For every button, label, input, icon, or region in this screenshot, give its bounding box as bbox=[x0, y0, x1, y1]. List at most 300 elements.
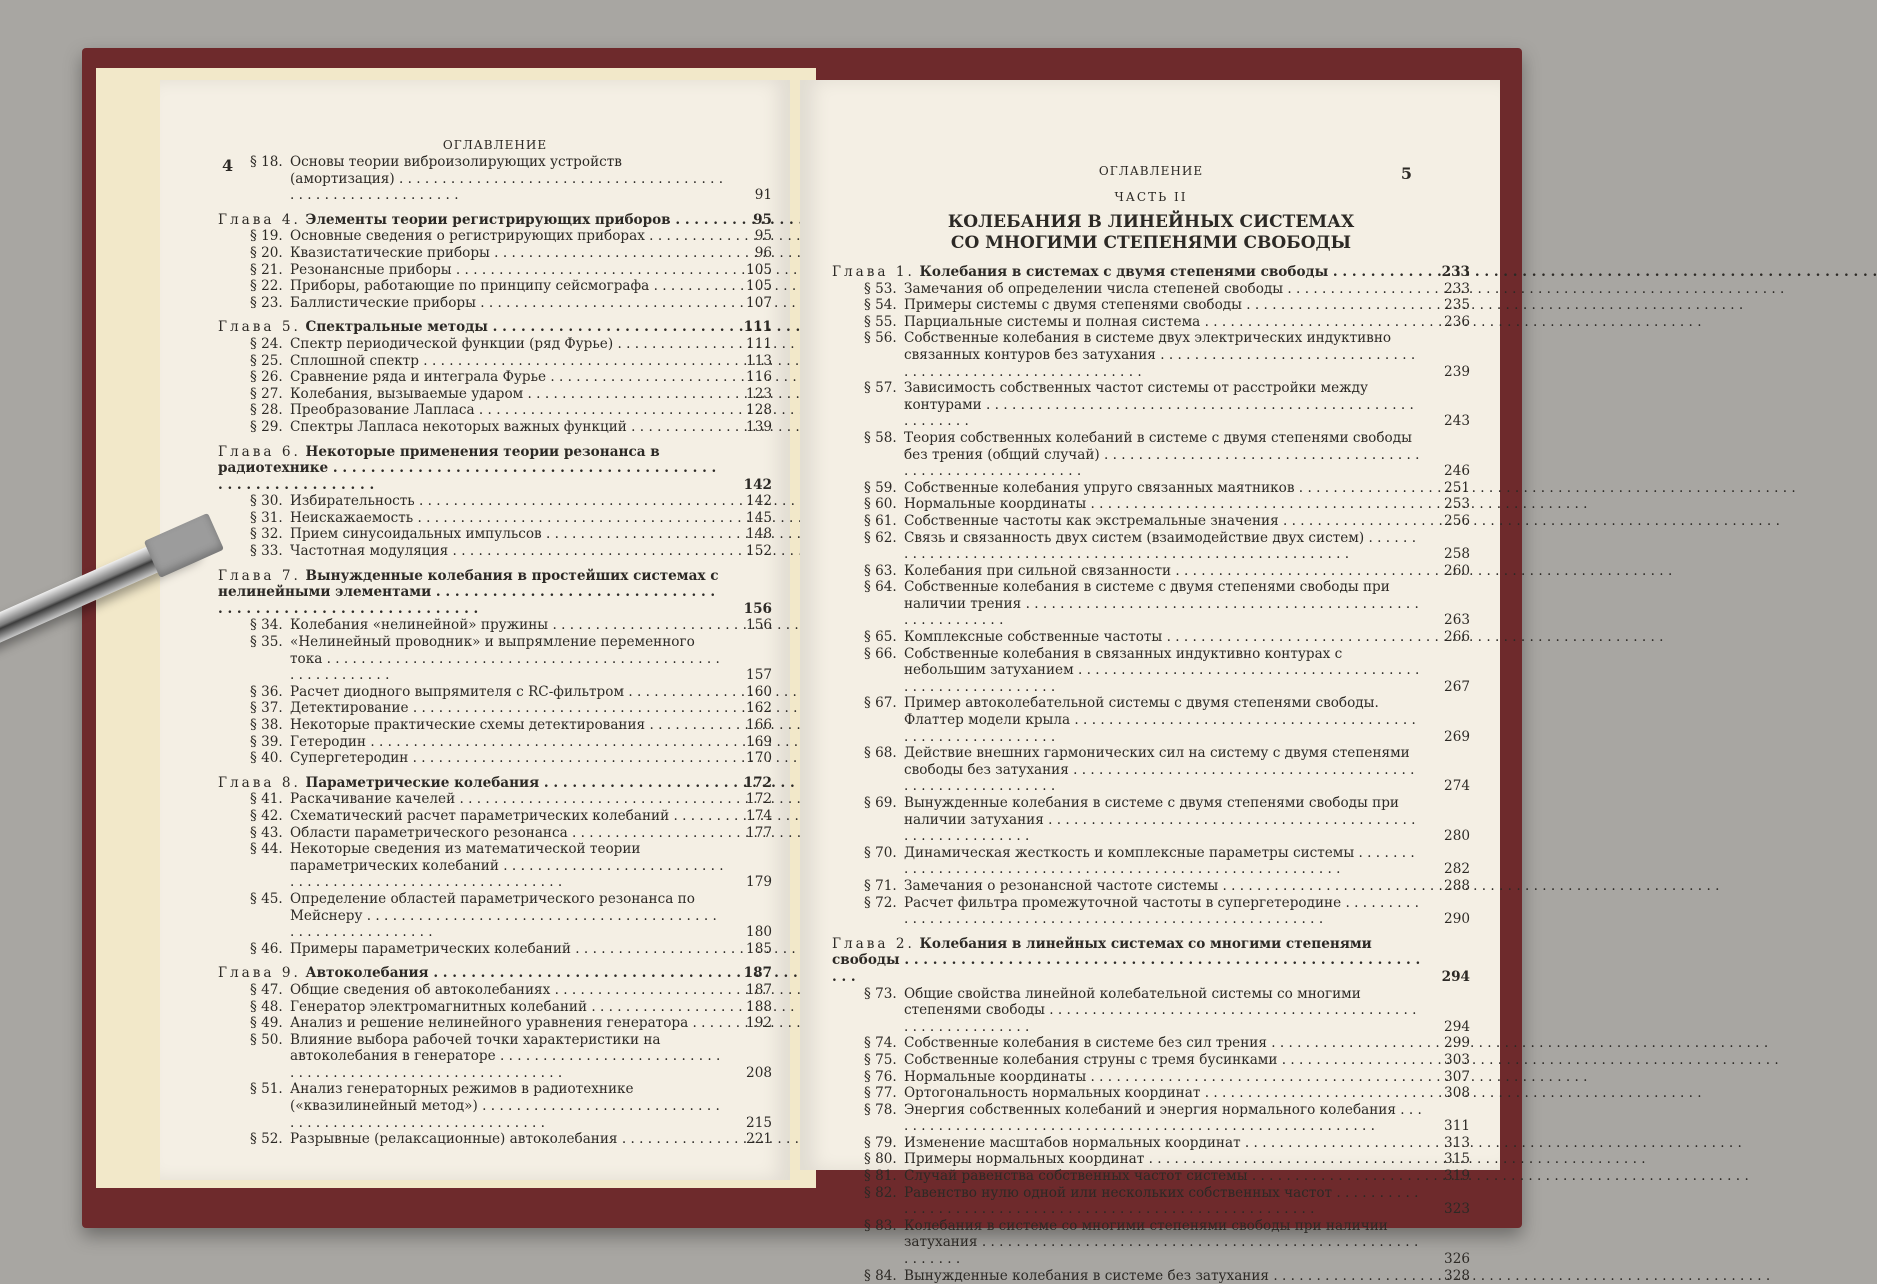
page-ref: 128 bbox=[746, 402, 772, 419]
section-entry[interactable] bbox=[832, 563, 1470, 580]
page-ref: 179 bbox=[746, 874, 772, 891]
section-number: § 53. bbox=[864, 280, 897, 297]
section-number: § 60. bbox=[864, 496, 897, 513]
running-head: ОГЛАВЛЕНИЕ bbox=[442, 138, 548, 152]
section-number: § 64. bbox=[864, 579, 897, 596]
section-number: § 61. bbox=[864, 512, 897, 529]
page-ref: 294 bbox=[1444, 1018, 1470, 1035]
section-entry[interactable] bbox=[832, 480, 1470, 497]
entry-title: «Нелинейный проводник» и выпрямление переменного тока . . . bbox=[290, 634, 720, 683]
section-number: § 63. bbox=[864, 562, 897, 579]
section-number: § 84. bbox=[864, 1267, 897, 1284]
entry-title: Влияние выбора рабочей точки характеристики на автоколебания в генераторе . . . bbox=[290, 1032, 720, 1081]
section-number: § 38. bbox=[250, 717, 283, 733]
chapter-number: Глава 4. bbox=[218, 211, 301, 228]
section-number: § 34. bbox=[250, 617, 283, 634]
section-entry[interactable] bbox=[832, 1052, 1470, 1069]
section-number: § 39. bbox=[250, 733, 283, 750]
section-entry[interactable] bbox=[218, 634, 772, 684]
entry-title: Колебания, вызываемые ударом . . . bbox=[290, 386, 1024, 402]
page-ref: 239 bbox=[1444, 363, 1470, 380]
part-title-line: СО МНОГИМИ СТЕПЕНЯМИ СВОБОДЫ bbox=[950, 233, 1352, 253]
section-entry[interactable] bbox=[218, 891, 772, 941]
page-ref: 116 bbox=[746, 369, 772, 386]
section-entry[interactable] bbox=[832, 845, 1470, 878]
left-page bbox=[160, 80, 790, 1180]
section-entry[interactable] bbox=[218, 336, 772, 353]
section-entry[interactable] bbox=[832, 496, 1470, 513]
entry-title: Приборы, работающие по принципу сейсмографа . . . bbox=[290, 278, 1151, 294]
section-number: § 56. bbox=[864, 330, 897, 347]
section-entry[interactable] bbox=[832, 695, 1470, 745]
section-number: § 47. bbox=[250, 981, 283, 998]
entry-title: Колебания «нелинейной» пружины . . . bbox=[290, 617, 1049, 633]
section-entry[interactable] bbox=[832, 1268, 1470, 1284]
page-ref: 162 bbox=[746, 700, 772, 717]
page-ref: 251 bbox=[1444, 479, 1470, 496]
section-entry[interactable] bbox=[832, 646, 1470, 696]
page-ref: 187 bbox=[746, 981, 772, 998]
page-ref: 323 bbox=[1444, 1201, 1470, 1218]
entry-title: Избирательность . . . bbox=[290, 493, 916, 509]
entry-title: Пример автоколебательной системы с двумя степенями свободы. Флаттер модели крыла . . . bbox=[904, 695, 1416, 744]
page-ref: 269 bbox=[1444, 728, 1470, 745]
right-page bbox=[800, 80, 1500, 1284]
section-entry[interactable] bbox=[218, 386, 772, 403]
page-ref: 192 bbox=[746, 1015, 772, 1032]
entry-title: Равенство нулю одной или нескольких собственных частот . . . bbox=[904, 1185, 1418, 1218]
section-entry[interactable] bbox=[218, 402, 772, 419]
section-number: § 72. bbox=[864, 894, 897, 911]
section-number: § 66. bbox=[864, 645, 897, 662]
page-number: 5 bbox=[1400, 164, 1412, 183]
section-number: § 76. bbox=[864, 1068, 897, 1085]
section-number: § 79. bbox=[864, 1134, 897, 1151]
page-ref: 307 bbox=[1444, 1068, 1470, 1085]
section-number: § 43. bbox=[250, 824, 283, 841]
entry-title: Общие сведения об автоколебаниях . . . bbox=[290, 982, 1052, 998]
section-entry[interactable] bbox=[832, 1168, 1470, 1185]
part-title bbox=[832, 212, 1470, 254]
page-ref: 107 bbox=[746, 294, 772, 311]
section-number: § 48. bbox=[250, 998, 283, 1015]
page-ref: 258 bbox=[1444, 546, 1470, 563]
section-entry[interactable] bbox=[832, 878, 1470, 895]
entry-title: Парциальные системы и полная система . . . bbox=[904, 314, 1702, 330]
page-ref: 139 bbox=[746, 418, 772, 435]
section-entry[interactable] bbox=[832, 314, 1470, 331]
entry-title: Колебания в системе со многими степенями свободы при наличии затухания . . . bbox=[904, 1218, 1418, 1267]
section-number: § 69. bbox=[864, 795, 897, 811]
section-number: § 46. bbox=[250, 940, 283, 957]
section-number: § 37. bbox=[250, 700, 283, 717]
section-number: § 20. bbox=[250, 244, 283, 261]
section-number: § 68. bbox=[864, 745, 897, 762]
entry-title: Колебания в линейных системах со многими степенями свободы . . . bbox=[832, 936, 1420, 985]
section-entry[interactable] bbox=[218, 526, 772, 543]
chapter-number: Глава 1. bbox=[832, 264, 915, 280]
page-ref: 274 bbox=[1444, 778, 1470, 795]
section-entry[interactable] bbox=[832, 297, 1470, 314]
page-ref: 303 bbox=[1444, 1051, 1470, 1068]
section-number: § 52. bbox=[250, 1131, 283, 1148]
section-entry[interactable] bbox=[832, 1069, 1470, 1086]
section-entry[interactable] bbox=[218, 419, 772, 436]
section-entry[interactable] bbox=[832, 1102, 1470, 1135]
entry-title: Нормальные координаты . . . bbox=[904, 496, 1587, 512]
entry-title: Анализ и решение нелинейного уравнения генератора . . . bbox=[290, 1015, 1189, 1031]
section-number: § 21. bbox=[250, 261, 283, 278]
section-number: § 74. bbox=[864, 1035, 897, 1052]
section-entry[interactable] bbox=[218, 684, 772, 701]
section-entry[interactable] bbox=[218, 941, 772, 958]
section-number: § 75. bbox=[864, 1051, 897, 1068]
page-ref: 169 bbox=[746, 733, 772, 750]
entry-title: Вынужденные колебания в системе без затухания . . . bbox=[904, 1268, 1770, 1284]
section-number: § 33. bbox=[250, 543, 283, 560]
page-ref: 315 bbox=[1444, 1151, 1470, 1168]
section-entry[interactable] bbox=[832, 330, 1470, 380]
entry-title: Примеры нормальных координат . . . bbox=[904, 1151, 1646, 1167]
page-ref: 299 bbox=[1444, 1035, 1470, 1052]
page-ref: 326 bbox=[1444, 1251, 1470, 1268]
section-entry[interactable] bbox=[218, 245, 772, 262]
section-entry[interactable] bbox=[218, 982, 772, 999]
page-ref: 95 bbox=[753, 211, 772, 228]
section-entry[interactable] bbox=[218, 295, 772, 312]
section-entry[interactable] bbox=[218, 825, 772, 842]
section-number: § 32. bbox=[250, 526, 283, 543]
entry-title: Гетеродин . . . bbox=[290, 734, 867, 750]
section-number: § 30. bbox=[250, 493, 283, 510]
chapter-number: Глава 2. bbox=[832, 935, 915, 952]
section-number: § 35. bbox=[250, 634, 283, 651]
page-ref: 111 bbox=[743, 319, 772, 336]
page-ref: 280 bbox=[1444, 828, 1470, 845]
chapter-number: Глава 6. bbox=[218, 443, 301, 460]
entry-title: Динамическая жесткость и комплексные параметры системы . . . bbox=[904, 845, 1415, 878]
table-of-contents bbox=[832, 264, 1470, 1284]
page-ref: 145 bbox=[746, 509, 772, 526]
entry-title: Баллистические приборы . . . bbox=[290, 295, 977, 311]
entry-title: Резонансные приборы . . . bbox=[290, 262, 953, 278]
section-entry[interactable] bbox=[218, 369, 772, 386]
entry-title: Некоторые практические схемы детектирования . . . bbox=[290, 717, 1146, 733]
page-ref: 166 bbox=[746, 717, 772, 733]
section-number: § 25. bbox=[250, 352, 283, 369]
page-ref: 235 bbox=[1444, 297, 1470, 314]
page-ref: 172 bbox=[746, 791, 772, 808]
section-entry[interactable] bbox=[832, 1151, 1470, 1168]
page-ref: 233 bbox=[1444, 280, 1470, 297]
page-ref: 160 bbox=[746, 683, 772, 700]
section-number: § 29. bbox=[250, 418, 283, 435]
entry-title: Расчет диодного выпрямителя с RC-фильтром . . . bbox=[290, 684, 1125, 700]
section-number: § 27. bbox=[250, 385, 283, 402]
section-number: § 49. bbox=[250, 1015, 283, 1032]
section-number: § 28. bbox=[250, 402, 283, 419]
page-ref: 188 bbox=[746, 998, 772, 1015]
page-ref: 142 bbox=[743, 476, 772, 493]
entry-title: Прием синусоидальных импульсов . . . bbox=[290, 526, 1043, 542]
page-ref: 311 bbox=[1444, 1118, 1470, 1135]
section-entry[interactable] bbox=[832, 986, 1470, 1036]
entry-title: Спектры Лапласа некоторых важных функций . . . bbox=[290, 419, 1128, 435]
page-ref: 96 bbox=[754, 244, 772, 261]
page-ref: 266 bbox=[1444, 629, 1470, 646]
chapter-number: Глава 7. bbox=[218, 567, 301, 584]
section-entry[interactable] bbox=[218, 154, 772, 204]
table-of-contents bbox=[218, 154, 772, 1148]
page-ref: 290 bbox=[1444, 911, 1470, 928]
chapter-entry[interactable] bbox=[832, 264, 1470, 281]
chapter-number: Глава 8. bbox=[218, 774, 301, 791]
section-entry[interactable] bbox=[832, 795, 1470, 845]
page-ref: 256 bbox=[1444, 512, 1470, 529]
page-ref: 253 bbox=[1444, 496, 1470, 513]
entry-title: Собственные частоты как экстремальные значения . . . bbox=[904, 513, 1780, 529]
page-ref: 233 bbox=[1441, 264, 1470, 280]
section-entry[interactable] bbox=[218, 1032, 772, 1082]
page-ref: 263 bbox=[1444, 612, 1470, 629]
section-number: § 42. bbox=[250, 807, 283, 824]
chapter-entry[interactable] bbox=[218, 568, 772, 618]
section-entry[interactable] bbox=[218, 1015, 772, 1032]
entry-title: Связь и связанность двух систем (взаимодействие двух систем) . . . bbox=[904, 530, 1416, 563]
entry-title: Элементы теории регистрирующих приборов . . . bbox=[306, 212, 1220, 228]
section-entry[interactable] bbox=[218, 1131, 772, 1148]
section-number: § 58. bbox=[864, 429, 897, 446]
section-entry[interactable] bbox=[218, 543, 772, 560]
section-number: § 81. bbox=[864, 1168, 897, 1185]
section-entry[interactable] bbox=[832, 1035, 1470, 1052]
entry-title: Сплошной спектр . . . bbox=[290, 353, 920, 369]
page-ref: 111 bbox=[746, 335, 772, 352]
entry-title: Собственные колебания в системе с двумя степенями свободы при наличии трения . . . bbox=[904, 579, 1419, 628]
section-number: § 67. bbox=[864, 695, 897, 712]
section-entry[interactable] bbox=[218, 791, 772, 808]
page-ref: 157 bbox=[746, 667, 772, 684]
page-ref: 156 bbox=[743, 600, 772, 617]
entry-title: Расчет фильтра промежуточной частоты в супергетеродине . . . bbox=[904, 895, 1419, 928]
page-ref: 319 bbox=[1444, 1168, 1470, 1185]
section-entry[interactable] bbox=[832, 513, 1470, 530]
part-label: ЧАСТЬ II bbox=[1114, 190, 1188, 204]
page-ref: 260 bbox=[1444, 562, 1470, 579]
chapter-number: Глава 5. bbox=[218, 319, 301, 336]
entry-title: Некоторые применения теории резонанса в радиотехнике . . . bbox=[218, 444, 716, 493]
chapter-entry[interactable] bbox=[218, 965, 772, 982]
page-ref: 313 bbox=[1444, 1134, 1470, 1151]
page-ref: 288 bbox=[1444, 877, 1470, 894]
entry-title: Изменение масштабов нормальных координат . . . bbox=[904, 1135, 1742, 1151]
entry-title: Некоторые сведения из математической теории параметрических колебаний . . . bbox=[290, 841, 724, 890]
page-ref: 91 bbox=[754, 187, 772, 204]
entry-title: Сравнение ряда и интеграла Фурье . . . bbox=[290, 369, 1047, 385]
page-ref: 148 bbox=[746, 526, 772, 543]
entry-title: Квазистатические приборы . . . bbox=[290, 245, 991, 261]
entry-title: Супергетеродин . . . bbox=[290, 750, 910, 766]
page-ref: 123 bbox=[746, 385, 772, 402]
chapter-entry[interactable] bbox=[218, 775, 772, 792]
section-number: § 36. bbox=[250, 683, 283, 700]
section-number: § 54. bbox=[864, 297, 897, 314]
section-entry[interactable] bbox=[218, 510, 772, 527]
page-ref: 282 bbox=[1444, 861, 1470, 878]
section-entry[interactable] bbox=[832, 530, 1470, 563]
entry-title: Вынужденные колебания в системе с двумя степенями свободы при наличии затухания . . . bbox=[904, 795, 1415, 844]
section-entry[interactable] bbox=[832, 895, 1470, 928]
section-entry[interactable] bbox=[832, 1218, 1470, 1268]
section-number: § 83. bbox=[864, 1217, 897, 1234]
entry-title: Замечания о резонансной частоте системы . . . bbox=[904, 878, 1719, 894]
entry-title: Собственные колебания упруго связанных маятников . . . bbox=[904, 480, 1796, 496]
section-number: § 71. bbox=[864, 877, 897, 894]
entry-title: Комплексные собственные частоты . . . bbox=[904, 629, 1664, 645]
section-entry[interactable] bbox=[832, 1135, 1470, 1152]
page-ref: 95 bbox=[754, 228, 772, 245]
section-entry[interactable] bbox=[218, 617, 772, 634]
entry-title: Схематический расчет параметрических колебаний . . . bbox=[290, 808, 1170, 824]
section-entry[interactable] bbox=[218, 717, 772, 734]
section-number: § 70. bbox=[864, 844, 897, 861]
section-entry[interactable] bbox=[218, 841, 772, 891]
entry-title: Анализ генераторных режимов в радиотехнике («квазилинейный метод») . . . bbox=[290, 1081, 720, 1130]
entry-title: Раскачивание качелей . . . bbox=[290, 791, 956, 807]
section-number: § 40. bbox=[250, 750, 283, 767]
entry-title: Разрывные (релаксационные) автоколебания . . . bbox=[290, 1131, 1119, 1147]
entry-title: Основные сведения о регистрирующих приборах . . . bbox=[290, 228, 1146, 244]
section-number: § 77. bbox=[864, 1085, 897, 1102]
page-ref: 221 bbox=[746, 1131, 772, 1148]
section-entry[interactable] bbox=[832, 1085, 1470, 1102]
entry-title: Замечания об определении числа степеней свободы . . . bbox=[904, 281, 1784, 297]
section-entry[interactable] bbox=[832, 281, 1470, 298]
page-ref: 152 bbox=[746, 543, 772, 560]
section-entry[interactable] bbox=[218, 278, 772, 295]
entry-title: Области параметрического резонанса . . . bbox=[290, 825, 1069, 841]
page-ref: 243 bbox=[1444, 413, 1470, 430]
section-number: § 22. bbox=[250, 278, 283, 295]
section-entry[interactable] bbox=[218, 999, 772, 1016]
part-title-line: КОЛЕБАНИЯ В ЛИНЕЙНЫХ СИСТЕМАХ bbox=[947, 212, 1355, 232]
section-number: § 50. bbox=[250, 1031, 283, 1048]
section-number: § 26. bbox=[250, 369, 283, 386]
entry-title: Энергия собственных колебаний и энергия нормального колебания . . . bbox=[904, 1102, 1422, 1135]
section-entry[interactable] bbox=[832, 1185, 1470, 1218]
section-number: § 44. bbox=[250, 841, 283, 858]
entry-title: Вынужденные колебания в простейших системах с нелинейными элементами . . . bbox=[218, 568, 719, 617]
chapter-entry[interactable] bbox=[832, 936, 1470, 986]
section-entry[interactable] bbox=[832, 380, 1470, 430]
chapter-number: Глава 9. bbox=[218, 965, 301, 982]
section-entry[interactable] bbox=[218, 734, 772, 751]
entry-title: Собственные колебания в системе двух электрических индуктивно связанных контуров без затухания . . . bbox=[904, 330, 1415, 379]
entry-title: Спектр периодической функции (ряд Фурье) . . . bbox=[290, 336, 1114, 352]
entry-title: Ортогональность нормальных координат . . . bbox=[904, 1085, 1702, 1101]
section-entry[interactable] bbox=[218, 228, 772, 245]
section-number: § 73. bbox=[864, 985, 897, 1002]
entry-title: Частотная модуляция . . . bbox=[290, 543, 949, 559]
page-ref: 113 bbox=[746, 352, 772, 369]
page-ref: 185 bbox=[746, 940, 772, 957]
page-ref: 294 bbox=[1441, 968, 1470, 985]
section-number: § 18. bbox=[250, 154, 283, 170]
entry-title: Случай равенства собственных частот системы . . . bbox=[904, 1168, 1749, 1184]
entry-title: Примеры параметрических колебаний . . . bbox=[290, 941, 1072, 957]
page-number: 4 bbox=[222, 156, 234, 175]
section-number: § 80. bbox=[864, 1151, 897, 1168]
entry-title: Определение областей параметрического резонанса по Мейснеру . . . bbox=[290, 891, 717, 940]
section-entry[interactable] bbox=[218, 808, 772, 825]
section-number: § 78. bbox=[864, 1101, 897, 1118]
entry-title: Детектирование . . . bbox=[290, 700, 910, 716]
entry-title: Собственные колебания в системе без сил трения . . . bbox=[904, 1035, 1768, 1051]
entry-title: Параметрические колебания . . . bbox=[306, 775, 1089, 791]
entry-title: Теория собственных колебаний в системе с двумя степенями свободы без трения (общий случай) . . . bbox=[904, 430, 1419, 479]
section-entry[interactable] bbox=[832, 430, 1470, 480]
section-number: § 55. bbox=[864, 313, 897, 330]
section-entry[interactable] bbox=[218, 353, 772, 370]
entry-title: Примеры системы с двумя степенями свободы . . . bbox=[904, 297, 1743, 313]
section-number: § 65. bbox=[864, 629, 897, 646]
entry-title: Колебания при сильной связанности . . . bbox=[904, 563, 1672, 579]
entry-title: Нормальные координаты . . . bbox=[904, 1069, 1587, 1085]
page-ref: 328 bbox=[1444, 1267, 1470, 1284]
chapter-entry[interactable] bbox=[218, 319, 772, 336]
page-ref: 156 bbox=[746, 617, 772, 634]
entry-title: Автоколебания . . . bbox=[306, 965, 978, 981]
entry-title: Спектральные методы . . . bbox=[306, 319, 1037, 335]
entry-title: Основы теории виброизолирующих устройств (амортизация) . . . bbox=[290, 154, 723, 203]
entry-title: Преобразование Лапласа . . . bbox=[290, 402, 976, 418]
section-number: § 82. bbox=[864, 1184, 897, 1201]
chapter-entry[interactable] bbox=[218, 212, 772, 229]
page-ref: 208 bbox=[746, 1064, 772, 1081]
page-ref: 187 bbox=[743, 965, 772, 982]
page-ref: 105 bbox=[746, 261, 772, 278]
section-entry[interactable] bbox=[832, 579, 1470, 629]
entry-title: Неискажаемость . . . bbox=[290, 510, 914, 526]
page-ref: 308 bbox=[1444, 1085, 1470, 1102]
page-ref: 267 bbox=[1444, 678, 1470, 695]
page-ref: 105 bbox=[746, 278, 772, 295]
section-entry[interactable] bbox=[218, 493, 772, 510]
page-ref: 215 bbox=[746, 1114, 772, 1131]
section-entry[interactable] bbox=[218, 700, 772, 717]
section-entry[interactable] bbox=[832, 745, 1470, 795]
page-ref: 170 bbox=[746, 750, 772, 767]
section-number: § 45. bbox=[250, 890, 283, 907]
entry-title: Действие внешних гармонических сил на систему с двумя степенями свободы без затухания . . . bbox=[904, 745, 1415, 794]
section-number: § 62. bbox=[864, 529, 897, 546]
entry-title: Собственные колебания в связанных индуктивно контурах с небольшим затуханием . . . bbox=[904, 646, 1419, 695]
entry-title: Генератор электромагнитных колебаний . . . bbox=[290, 999, 1088, 1015]
chapter-entry[interactable] bbox=[218, 444, 772, 494]
section-number: § 23. bbox=[250, 294, 283, 311]
section-entry[interactable] bbox=[832, 629, 1470, 646]
section-entry[interactable] bbox=[218, 750, 772, 767]
section-entry[interactable] bbox=[218, 1081, 772, 1131]
section-number: § 31. bbox=[250, 509, 283, 526]
entry-title: Зависимость собственных частот системы от расстройки между контурами . . . bbox=[904, 380, 1414, 429]
page-ref: 142 bbox=[746, 493, 772, 510]
section-entry[interactable] bbox=[218, 262, 772, 279]
page-ref: 177 bbox=[746, 824, 772, 841]
page-ref: 246 bbox=[1444, 463, 1470, 480]
entry-title: Общие свойства линейной колебательной системы со многими степенями свободы . . . bbox=[904, 986, 1417, 1035]
section-number: § 51. bbox=[250, 1081, 283, 1098]
